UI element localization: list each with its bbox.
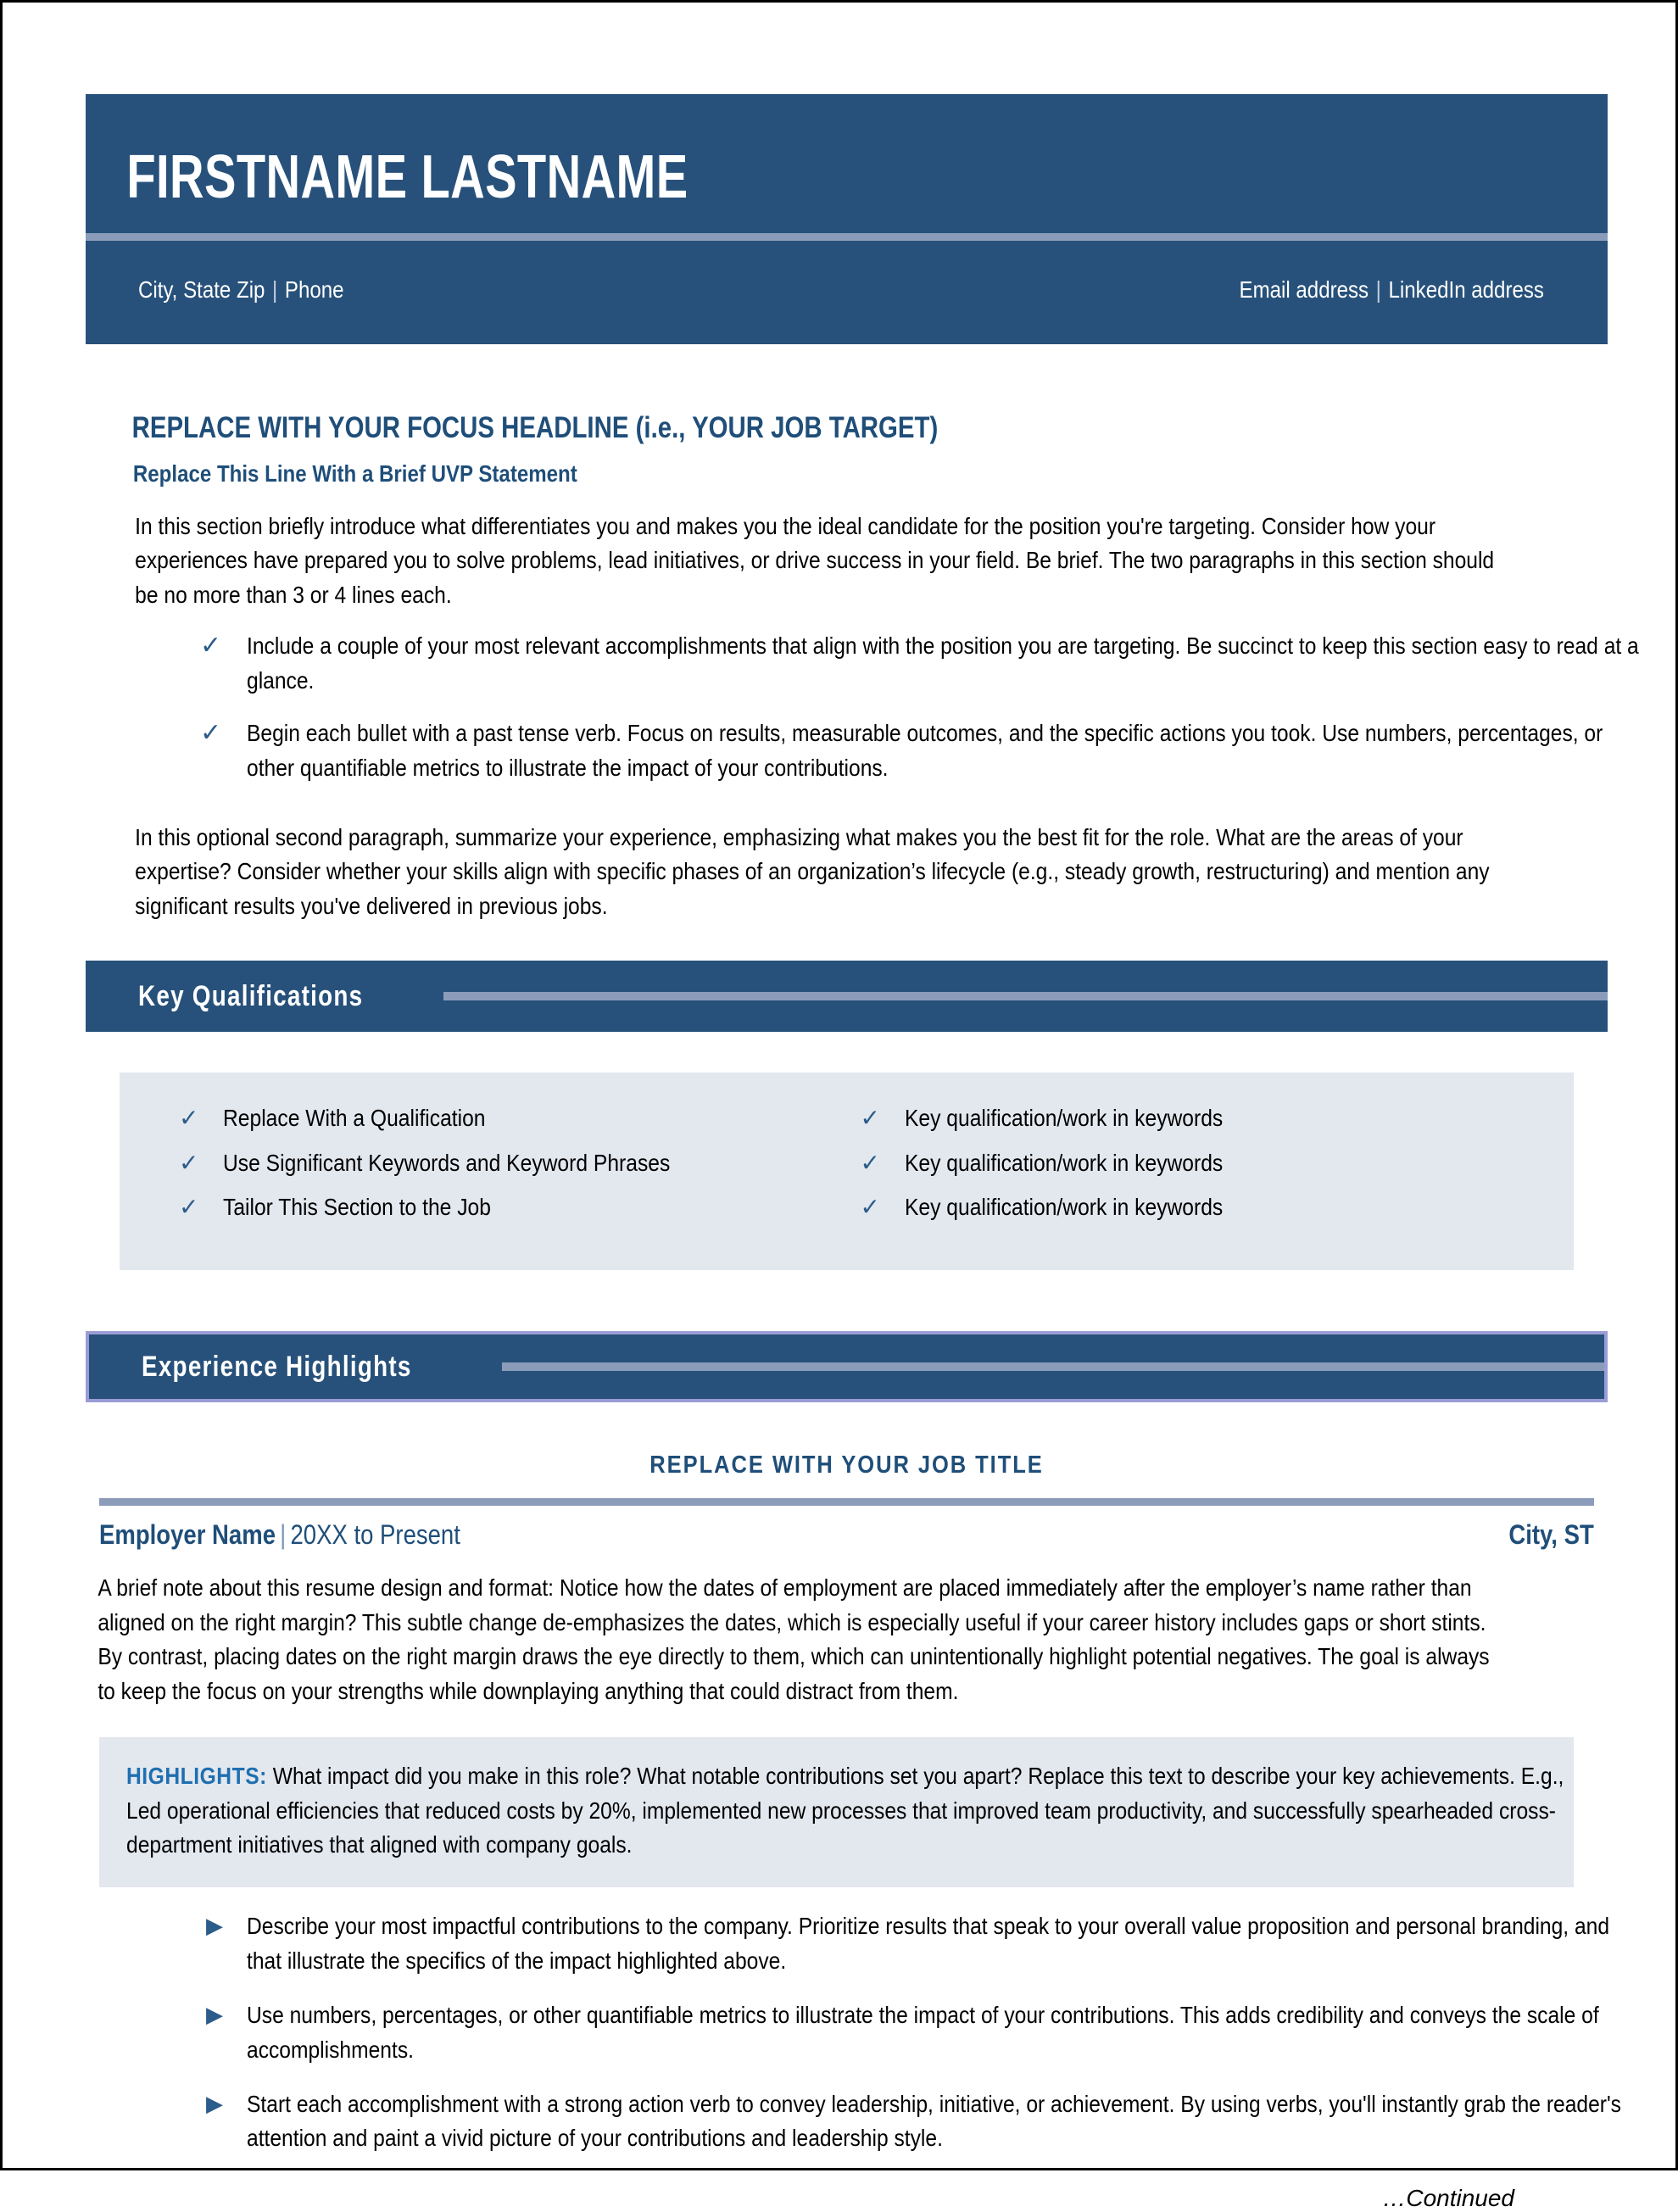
section-rule: [502, 1362, 1604, 1371]
summary-paragraph-1: In this section briefly introduce what differentiates you and makes you the ideal candidate for the position you're targeting. Consider how your experiences have prepared you to solve problems, lead initiatives, or drive success in your field. Be brief. The two paragraphs in this section should be no more than 3 or 4 lines each.: [135, 513, 1495, 608]
contact-phone: Phone: [284, 276, 344, 303]
section-title-experience-highlights: Experience Highlights: [142, 1350, 412, 1383]
list-item: [145, 1148, 847, 1178]
resume-header: [86, 94, 1608, 344]
list-item: [86, 716, 1608, 785]
check-icon: ✓: [179, 1105, 199, 1132]
list-item: [86, 1998, 1608, 2067]
continued-footer: …Continued: [1382, 2184, 1514, 2211]
job-bullet-1: Describe your most impactful contributions to the company. Prioritize results that speak to your overall value proposition and personal branding, and that illustrate the specifics of the impact highlighted above.: [247, 1913, 1610, 1974]
section-rule: [443, 992, 1608, 1000]
employer-name: Employer Name: [99, 1519, 276, 1551]
employer-location: City, ST: [1508, 1519, 1594, 1551]
qualification-left-1: Replace With a Qualification: [223, 1105, 486, 1132]
arrow-icon: ▶: [206, 2002, 223, 2028]
qualifications-column-left: [145, 1103, 847, 1236]
employer-line: [86, 1506, 1608, 1551]
contact-separator-2: |: [1375, 276, 1381, 303]
focus-headline: REPLACE WITH YOUR FOCUS HEADLINE (i.e., YOUR JOB TARGET): [131, 411, 939, 444]
job-divider-rule: [99, 1498, 1594, 1506]
contact-separator-1: |: [272, 276, 278, 303]
qualification-left-2: Use Significant Keywords and Keyword Phrases: [223, 1149, 671, 1176]
contact-left-group: [138, 276, 344, 304]
highlights-inner: [126, 1759, 1572, 1862]
contact-city-state-zip: City, State Zip: [138, 276, 265, 303]
summary-bullet-1: Include a couple of your most relevant accomplishments that align with the position you are targeting. Be succinct to keep this section easy to read at a glance.: [247, 632, 1639, 694]
qualification-right-1: Key qualification/work in keywords: [904, 1105, 1223, 1132]
qualification-left-3: Tailor This Section to the Job: [223, 1194, 491, 1220]
check-icon: ✓: [860, 1105, 880, 1132]
highlights-text: What impact did you make in this role? What notable contributions set you apart? Replace this text to describe your key achievements. E.g., Led operational efficiencies that reduced costs by 20%, implemented new processes that improved team productivity, and successfully spearheaded cross-department initiatives that aligned with company goals.: [126, 1763, 1564, 1858]
employer-separator: |: [280, 1519, 287, 1551]
job-title: REPLACE WITH YOUR JOB TITLE: [649, 1451, 1044, 1479]
job-bullet-list: [86, 1887, 1621, 2156]
check-icon: ✓: [200, 719, 222, 748]
employment-dates: 20XX to Present: [290, 1519, 460, 1551]
list-item: [847, 1192, 1549, 1223]
arrow-icon: ▶: [206, 2091, 223, 2117]
job-bullet-2: Use numbers, percentages, or other quantifiable metrics to illustrate the impact of your contributions. This adds credibility and conveys the scale of accomplishments.: [247, 2002, 1599, 2063]
qualification-right-2: Key qualification/work in keywords: [904, 1149, 1223, 1176]
summary-bullet-list: [86, 612, 1639, 785]
summary-bullet-2: Begin each bullet with a past tense verb. Focus on results, measurable outcomes, and the specific actions you took. Use numbers, percentages, or other quantifiable metrics to illustrate the impact of your contributions.: [247, 720, 1603, 781]
contact-email[interactable]: Email address: [1239, 276, 1369, 303]
summary-paragraph-2: In this optional second paragraph, summarize your experience, emphasizing what makes you the best fit for the role. What are the areas of your expertise? Consider whether your skills align with specific phases of an organization’s lifecycle (e.g., steady growth, restructuring) and mention any significant results you've delivered in previous jobs.: [135, 823, 1490, 919]
list-item: [145, 1192, 847, 1223]
section-header-key-qualifications: [86, 961, 1608, 1032]
check-icon: ✓: [860, 1194, 880, 1220]
page-title: FIRSTNAME LASTNAME: [126, 143, 688, 211]
list-item: [145, 1103, 847, 1134]
list-item: [847, 1148, 1549, 1178]
highlights-label: HIGHLIGHTS:: [126, 1763, 267, 1790]
contact-right-group: [1240, 276, 1544, 304]
resume-body: [86, 367, 1639, 2212]
header-divider-rule: [86, 233, 1608, 241]
check-icon: ✓: [200, 632, 222, 660]
list-item: [86, 2087, 1621, 2156]
uvp-statement-line: Replace This Line With a Brief UVP Statement: [132, 460, 577, 487]
check-icon: ✓: [179, 1149, 199, 1176]
section-title-key-qualifications: Key Qualifications: [138, 979, 364, 1012]
qualification-right-3: Key qualification/work in keywords: [904, 1194, 1223, 1220]
list-item: [86, 629, 1639, 698]
highlights-panel: [99, 1737, 1574, 1887]
check-icon: ✓: [860, 1149, 880, 1176]
job-bullet-3: Start each accomplishment with a strong action verb to convey leadership, initiative, or achievement. By using verbs, you'll instantly grab the reader's attention and paint a vivid picture of your contributions and leadership style.: [247, 2091, 1621, 2152]
qualifications-column-right: [847, 1103, 1549, 1236]
arrow-icon: ▶: [206, 1913, 223, 1939]
section-header-experience-highlights: [86, 1331, 1608, 1402]
contact-linkedin[interactable]: LinkedIn address: [1388, 276, 1544, 303]
key-qualifications-panel: [120, 1073, 1574, 1270]
employer-left-group: [99, 1519, 460, 1551]
contact-bar: [86, 241, 1608, 344]
job-description-paragraph: A brief note about this resume design and format: Notice how the dates of employment are placed immediately after the employer’s name rather than aligned on the right margin? This subtle change de-emphasizes the dates, which is especially useful if your career history includes gaps or short stints. By contrast, placing dates on the right margin draws the eye directly to them, which can unintentionally highlight potential negatives. The goal is always to keep the focus on your strengths while downplaying anything that could distract from them.: [98, 1574, 1490, 1704]
list-item: [86, 1909, 1608, 1978]
list-item: [847, 1103, 1549, 1134]
check-icon: ✓: [179, 1194, 199, 1220]
